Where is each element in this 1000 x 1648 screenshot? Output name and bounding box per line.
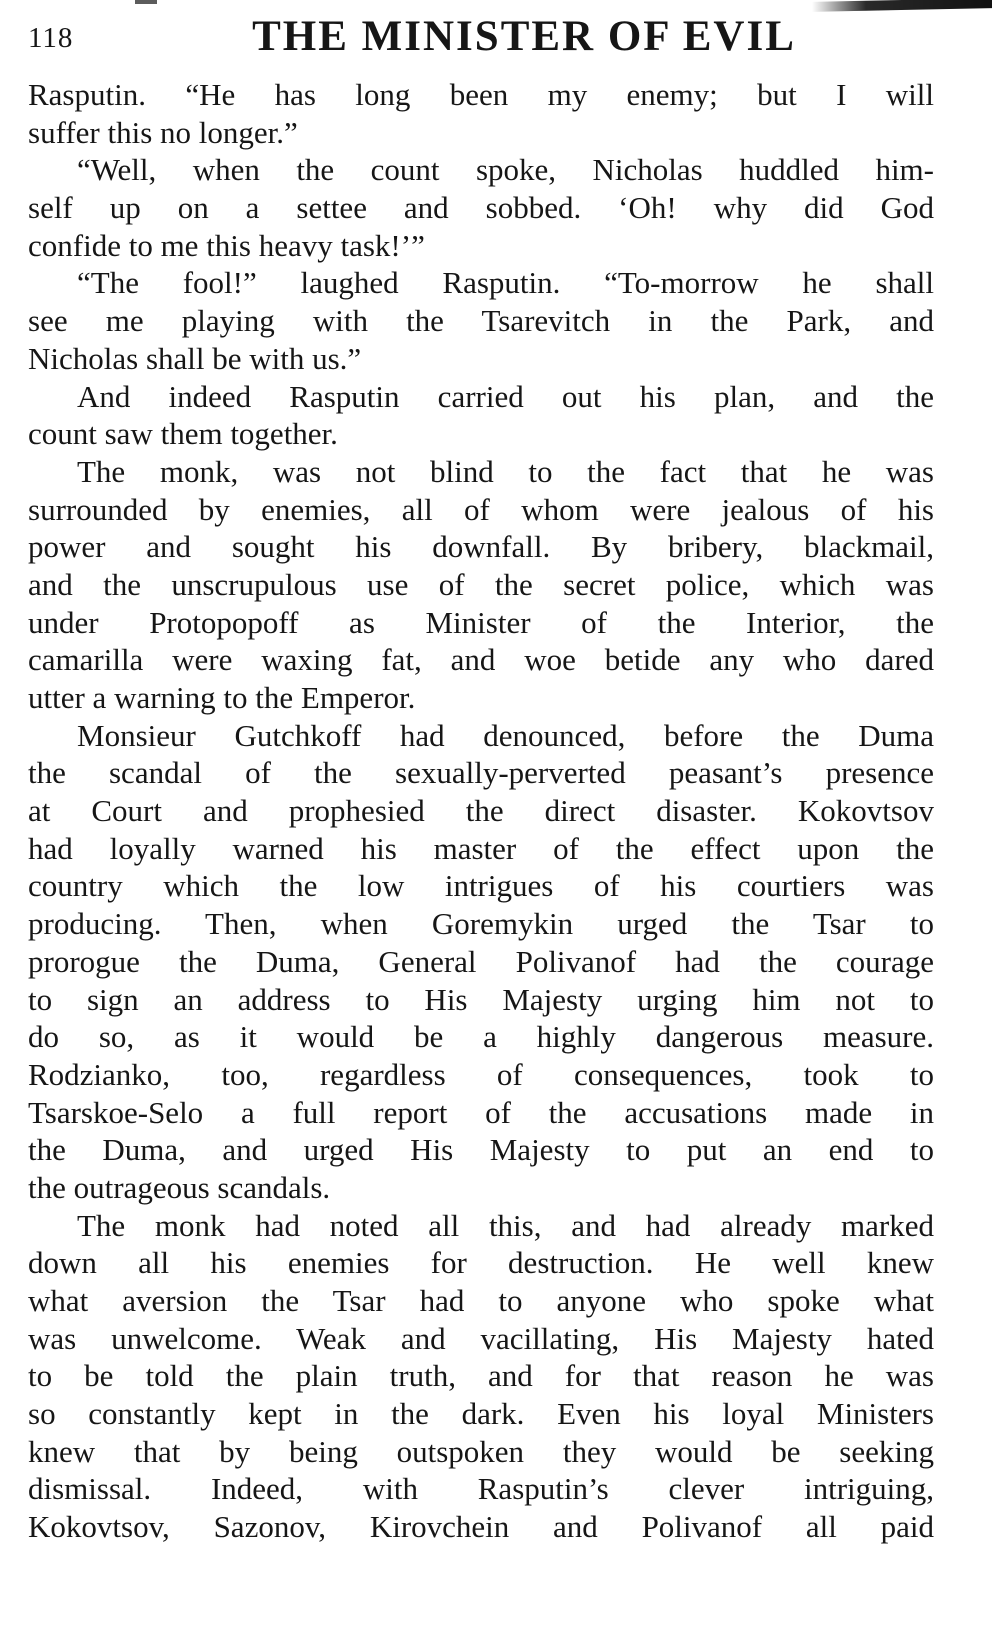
text-line: to sign an address to His Majesty urging him not to	[28, 981, 934, 1017]
text-line: suffer this no longer.”	[28, 114, 298, 150]
text-line: Kokovtsov, Sazonov, Kirovchein and Polivanof all paid	[28, 1509, 934, 1545]
text-line: confide to me this heavy task!’”	[28, 227, 425, 263]
text-line: The monk, was not blind to the fact that he was	[77, 453, 934, 489]
text-line: dismissal. Indeed, with Rasputin’s clever intriguing,	[28, 1471, 934, 1507]
text-line: at Court and prophesied the direct disaster. Kokovtsov	[28, 793, 934, 829]
text-line: Rasputin. “He has long been my enemy; but I will	[28, 77, 934, 112]
text-line: down all his enemies for destruction. He well knew	[28, 1245, 934, 1281]
text-line: camarilla were waxing fat, and woe betide any who dared	[28, 642, 934, 678]
text-line: power and sought his downfall. By bribery, blackmail,	[28, 529, 934, 565]
text-line: and the unscrupulous use of the secret police, which was	[28, 566, 934, 602]
text-line: prorogue the Duma, General Polivanof had the courage	[28, 943, 934, 979]
text-line: see me playing with the Tsarevitch in the Park, and	[28, 303, 934, 339]
running-title: THE MINISTER OF EVIL	[252, 13, 796, 60]
text-line: country which the low intrigues of his courtiers was	[28, 868, 934, 904]
page-number: 118	[28, 22, 74, 54]
text-line: knew that by being outspoken they would be seeking	[28, 1433, 934, 1469]
text-line: surrounded by enemies, all of whom were jealous of his	[28, 491, 934, 527]
text-line: Rodzianko, too, regardless of consequences, took to	[28, 1056, 934, 1092]
text-line: what aversion the Tsar had to anyone who spoke what	[28, 1283, 934, 1318]
text-line: do so, as it would be a highly dangerous measure.	[28, 1019, 934, 1055]
text-line: self up on a settee and sobbed. ‘Oh! why did God	[28, 190, 934, 226]
running-header	[28, 12, 978, 68]
text-line: Nicholas shall be with us.”	[28, 340, 362, 376]
text-line: to be told the plain truth, and for that reason he was	[28, 1358, 934, 1394]
text-line: And indeed Rasputin carried out his plan, and the	[77, 378, 934, 414]
text-line: Tsarskoe-Selo a full report of the accusations made in	[28, 1094, 934, 1130]
text-line: “The fool!” laughed Rasputin. “To-morrow he shall	[77, 265, 934, 301]
body-text	[28, 76, 934, 1546]
text-line: the outrageous scandals.	[28, 1169, 331, 1205]
text-line: was unwelcome. Weak and vacillating, His Majesty hated	[28, 1320, 934, 1356]
scan-artifact-mark	[135, 0, 157, 4]
text-line: under Protopopoff as Minister of the Interior, the	[28, 604, 934, 640]
scan-artifact-mark	[812, 0, 992, 12]
text-line: the Duma, and urged His Majesty to put an end to	[28, 1132, 934, 1168]
text-line: the scandal of the sexually-perverted peasant’s presence	[28, 755, 934, 791]
text-line: utter a warning to the Emperor.	[28, 680, 416, 715]
text-line: producing. Then, when Goremykin urged the Tsar to	[28, 906, 934, 942]
text-line: The monk had noted all this, and had already marked	[77, 1207, 934, 1243]
text-line: so constantly kept in the dark. Even his loyal Ministers	[28, 1396, 934, 1432]
text-line: Monsieur Gutchkoff had denounced, before the Duma	[77, 717, 934, 753]
text-line: had loyally warned his master of the effect upon the	[28, 830, 934, 866]
text-line: “Well, when the count spoke, Nicholas huddled him-	[77, 152, 934, 188]
text-line: count saw them together.	[28, 416, 338, 452]
